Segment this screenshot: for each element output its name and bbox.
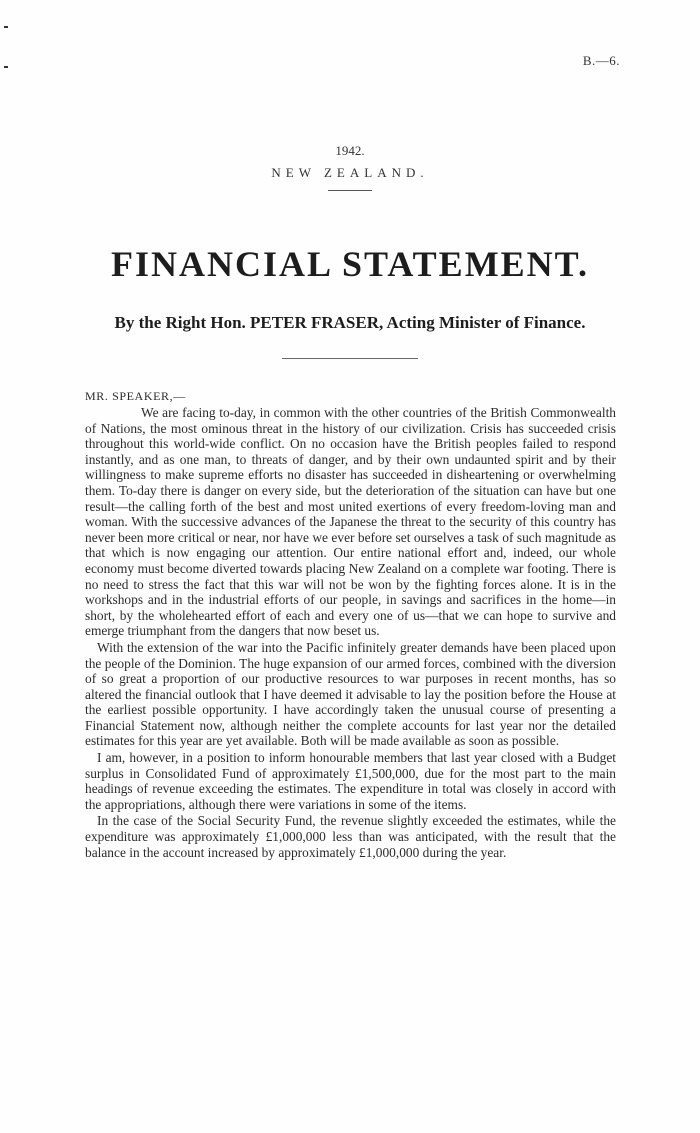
paragraph: We are facing to-day, in common with the other countries of the British Commonwealth of Nations, the most ominous threat in the history of our civilization. Crisis has succeeded crisis throughout this world-wide conflict. On no occasion have the British peoples failed to respond instantly, and as one man, to threats of danger, and by their own undaunted spirit and by their willingness to make supreme efforts no disaster has succeeded in disheartening or overwhelming them. To-day there is danger on every side, but the deterioration of the situation can have but one result—the calling forth of the best and most united exertions of every freedom-loving man and woman. With the successive advances of the Japanese the threat to the security of this country has never been more critical or near, nor have we ever before set ourselves a task of such magnitude as that which is now engaging our attention. Our entire national effort and, indeed, our whole economy must become diverted towards placing New Zealand on a complete war footing. There is no need to stress the fact that this war will not be won by the fighting forces alone. It is in the workshops and in the industrial efforts of our people, in savings and sacrifices in the home—in short, by the wholehearted effort of each and every one of us—that we can hope to survive and emerge triumphant from the dangers that now beset us.	[85, 405, 616, 639]
margin-mark	[4, 66, 8, 68]
document-byline: By the Right Hon. PETER FRASER, Acting Minister of Finance.	[114, 313, 586, 332]
title-divider	[282, 358, 418, 359]
header-divider	[328, 190, 372, 191]
paragraph: In the case of the Social Security Fund, the revenue slightly exceeded the estimates, while the expenditure was approximately £1,000,000 less than was anticipated, with the result that the balance in the account increased by approximately £1,000,000 during the year.	[85, 813, 616, 860]
document-reference: B.—6.	[582, 53, 620, 68]
document-country: NEW ZEALAND.	[271, 165, 429, 180]
document-title: FINANCIAL STATEMENT.	[110, 244, 590, 284]
salutation: MR. SPEAKER,—	[85, 389, 186, 403]
paragraph: With the extension of the war into the Pacific infinitely greater demands have been placed upon the people of the Dominion. The huge expansion of our armed forces, combined with the diversion of so great a proportion of our productive resources to war purposes in recent months, has so altered the financial outlook that I have deemed it advisable to lay the position before the House at the earliest possible opportunity. I have accordingly taken the unusual course of presenting a Financial Statement now, although neither the complete accounts for last year nor the detailed estimates for this year are yet available. Both will be made available as soon as possible.	[85, 639, 616, 749]
paragraph: I am, however, in a position to inform honourable members that last year closed with a Budget surplus in Consolidated Fund of approximately £1,500,000, due for the most part to the main headings of revenue exceeding the estimates. The expenditure in total was closely in accord with the appropriations, although there were variations in some of the items.	[85, 750, 616, 812]
document-year: 1942.	[335, 143, 365, 158]
margin-mark	[4, 26, 8, 28]
body-text	[85, 405, 616, 861]
